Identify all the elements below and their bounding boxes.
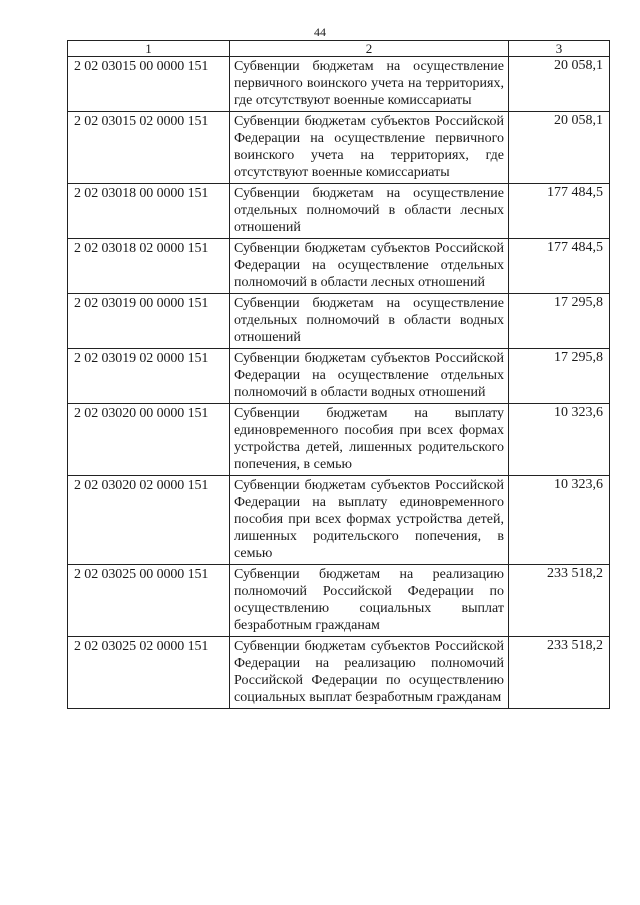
description-cell: Субвенции бюджетам на осуществление первичного воинского учета на территориях, где отсутствуют военные комиссариаты: [230, 57, 509, 112]
description-cell: Субвенции бюджетам на осуществление отдельных полномочий в области лесных отношений: [230, 184, 509, 239]
table-row: [68, 565, 610, 637]
column-header-amount: 3: [509, 41, 610, 57]
income-code-cell: 2 02 03018 00 0000 151: [68, 184, 230, 239]
description-cell: Субвенции бюджетам на реализацию полномочий Российской Федерации по осуществлению социальных выплат безработным гражданам: [230, 565, 509, 637]
income-code-cell: 2 02 03015 00 0000 151: [68, 57, 230, 112]
amount-cell: 20 058,1: [509, 112, 610, 184]
amount-cell: 177 484,5: [509, 184, 610, 239]
description-cell: Субвенции бюджетам субъектов Российской Федерации на осуществление первичного воинского учета на территориях, где отсутствуют военные комиссариаты: [230, 112, 509, 184]
table-row: [68, 349, 610, 404]
budget-table: [67, 40, 610, 709]
description-cell: Субвенции бюджетам субъектов Российской Федерации на осуществление отдельных полномочий в области водных отношений: [230, 349, 509, 404]
amount-cell: 10 323,6: [509, 404, 610, 476]
table-row: [68, 239, 610, 294]
amount-cell: 10 323,6: [509, 476, 610, 565]
column-header-code: 1: [68, 41, 230, 57]
description-cell: Субвенции бюджетам субъектов Российской Федерации на выплату единовременного пособия при всех формах устройства детей, лишенных родительского попечения, в семью: [230, 476, 509, 565]
table-row: [68, 637, 610, 709]
income-code-cell: 2 02 03025 00 0000 151: [68, 565, 230, 637]
income-code-cell: 2 02 03018 02 0000 151: [68, 239, 230, 294]
description-cell: Субвенции бюджетам на осуществление отдельных полномочий в области водных отношений: [230, 294, 509, 349]
income-code-cell: 2 02 03025 02 0000 151: [68, 637, 230, 709]
income-code-cell: 2 02 03019 02 0000 151: [68, 349, 230, 404]
description-cell: Субвенции бюджетам субъектов Российской Федерации на реализацию полномочий Российской Федерации по осуществлению социальных выплат безработным гражданам: [230, 637, 509, 709]
table-row: [68, 57, 610, 112]
amount-cell: 233 518,2: [509, 637, 610, 709]
income-code-cell: 2 02 03020 02 0000 151: [68, 476, 230, 565]
table-row: [68, 294, 610, 349]
column-header-description: 2: [230, 41, 509, 57]
table-row: [68, 184, 610, 239]
description-cell: Субвенции бюджетам на выплату единовременного пособия при всех формах устройства детей, лишенных родительского попечения, в семью: [230, 404, 509, 476]
amount-cell: 17 295,8: [509, 349, 610, 404]
amount-cell: 20 058,1: [509, 57, 610, 112]
amount-cell: 177 484,5: [509, 239, 610, 294]
amount-cell: 233 518,2: [509, 565, 610, 637]
page-number: 44: [314, 25, 326, 39]
amount-cell: 17 295,8: [509, 294, 610, 349]
income-code-cell: 2 02 03015 02 0000 151: [68, 112, 230, 184]
header-row: [68, 41, 610, 57]
table-row: [68, 112, 610, 184]
income-code-cell: 2 02 03019 00 0000 151: [68, 294, 230, 349]
income-code-cell: 2 02 03020 00 0000 151: [68, 404, 230, 476]
table-row: [68, 404, 610, 476]
table-row: [68, 476, 610, 565]
description-cell: Субвенции бюджетам субъектов Российской Федерации на осуществление отдельных полномочий в области лесных отношений: [230, 239, 509, 294]
